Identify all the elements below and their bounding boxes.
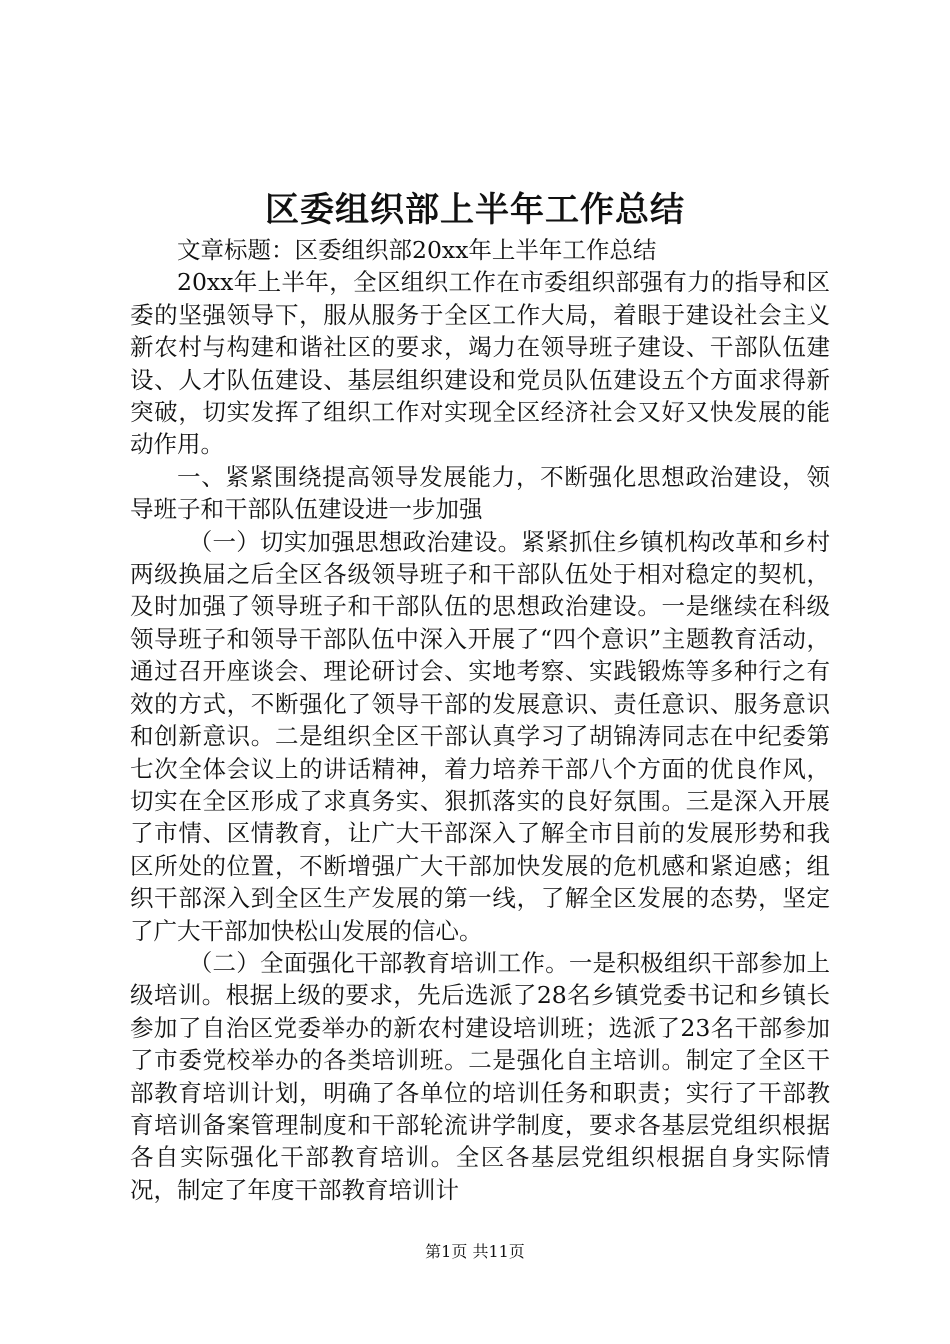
article-title-line: 文章标题：区委组织部20xx年上半年工作总结 [177, 236, 657, 264]
subsection-paragraph-2: （二）全面强化干部教育培训工作。一是积极组织干部参加上级培训。根据上级的要求，先后选派了28名乡镇党委书记和乡镇长参加了自治区党委举办的新农村建设培训班；选派了23名干部参加了市委党校举办的各类培训班。二是强化自主培训。制定了全区干部教育培训计划，明确了各单位的培训任务和职责；实行了干部教育培训备案管理制度和干部轮流讲学制度，要求各基层党组织根据各自实际强化干部教育培训。全区各基层党组织根据自身实际情况，制定了年度干部教育培训计 [130, 948, 830, 1204]
section-heading-1: 一、紧紧围绕提高领导发展能力，不断强化思想政治建设，领导班子和干部队伍建设进一步加强 [130, 462, 830, 524]
document-body [130, 234, 830, 1206]
page-number-footer: 第1页 共11页 [425, 1242, 525, 1261]
intro-paragraph: 20xx年上半年，全区组织工作在市委组织部强有力的指导和区委的坚强领导下，服从服务于全区工作大局，着眼于建设社会主义新农村与构建和谐社区的要求，竭力在领导班子建设、干部队伍建设、人才队伍建设、基层组织建设和党员队伍建设五个方面求得新突破，切实发挥了组织工作对实现全区经济社会又好又快发展的能动作用。 [130, 268, 830, 459]
subsection-paragraph-1: （一）切实加强思想政治建设。紧紧抓住乡镇机构改革和乡村两级换届之后全区各级领导班子和干部队伍处于相对稳定的契机，及时加强了领导班子和干部队伍的思想政治建设。一是继续在科级领导班子和领导干部队伍中深入开展了“四个意识”主题教育活动，通过召开座谈会、理论研讨会、实地考察、实践锻炼等多种行之有效的方式，不断强化了领导干部的发展意识、责任意识、服务意识和创新意识。二是组织全区干部认真学习了胡锦涛同志在中纪委第七次全体会议上的讲话精神，着力培养干部八个方面的优良作风，切实在全区形成了求真务实、狠抓落实的良好氛围。三是深入开展了市情、区情教育，让广大干部深入了解全市目前的发展形势和我区所处的位置，不断增强广大干部加快发展的危机感和紧迫感；组织干部深入到全区生产发展的第一线，了解全区发展的态势，坚定了广大干部加快松山发展的信心。 [130, 527, 830, 945]
document-title: 区委组织部上半年工作总结 [265, 190, 685, 230]
